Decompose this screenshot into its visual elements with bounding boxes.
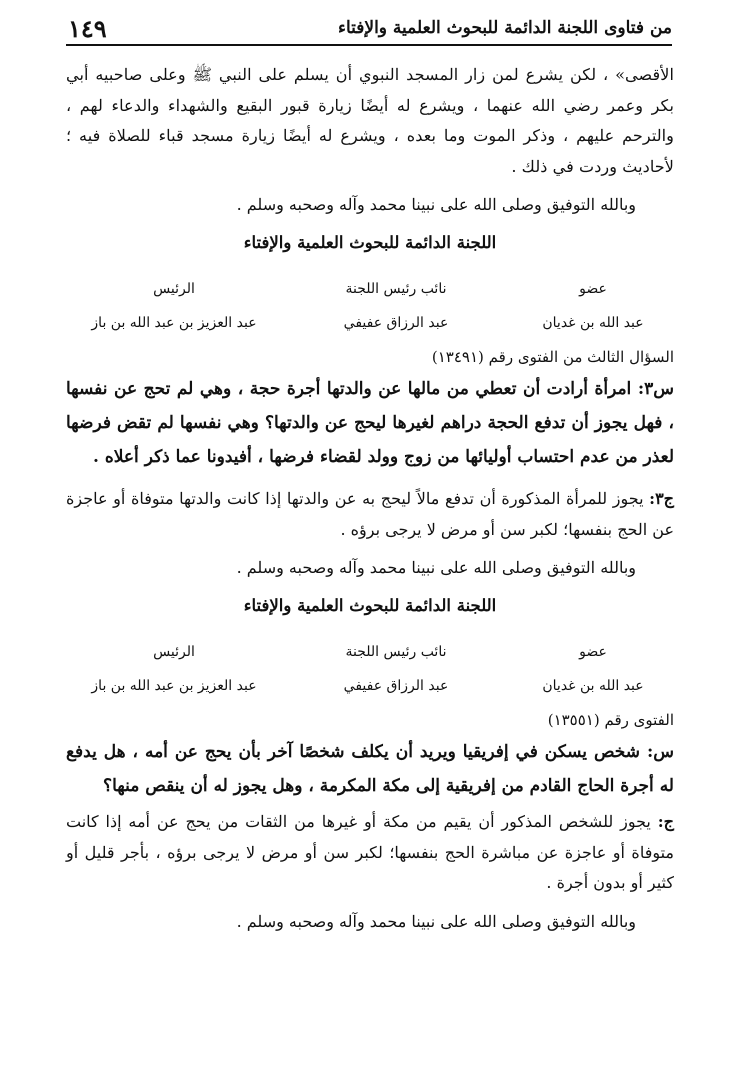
question-text: امرأة أرادت أن تعطي من مالها عن والدتها أجرة حجة ، وهي لم تحج عن نفسها ، فهل يجوز أن تدفع الحجة دراهم لغيرها ليحج عن والدتها؟ وهي نفسها لم تقض فرضها لعذر من عدم احتساب أوليائها من زوج وولد لقضاء فرضها ، أفيدونا عما ذكر أعلاه . (66, 379, 674, 467)
page-number: ١٤٩ (68, 14, 107, 43)
signatory-name: عبد الله بن غديان (542, 678, 644, 694)
signatory-name: عبد الله بن غديان (542, 315, 644, 331)
answer-paragraph (66, 807, 674, 899)
signatory-role: عضو (579, 281, 607, 297)
signatory-chair (74, 635, 274, 703)
page-body (66, 60, 674, 937)
question-paragraph (66, 735, 674, 803)
closing-formula: وبالله التوفيق وصلى الله على نبينا محمد وآله وصحبه وسلم . (236, 558, 636, 577)
signatory-vice-chair (296, 635, 496, 703)
signatures-block (66, 635, 674, 703)
closing-formula: وبالله التوفيق وصلى الله على نبينا محمد وآله وصحبه وسلم . (236, 195, 636, 214)
signatory-name: عبد العزيز بن عبد الله بن باز (91, 315, 257, 331)
fatwa-reference: السؤال الثالث من الفتوى رقم (١٣٤٩١) (431, 348, 674, 366)
question-prefix: س: (646, 742, 674, 762)
signatory-member (518, 635, 668, 703)
signatory-name: عبد العزيز بن عبد الله بن باز (91, 678, 257, 694)
signatory-role: نائب رئيس اللجنة (345, 644, 447, 660)
fatwa-reference: الفتوى رقم (١٣٥٥١) (547, 711, 674, 729)
answer-prefix: ج: (657, 812, 674, 831)
page-header (66, 14, 672, 46)
answer-prefix: ج٣: (649, 489, 674, 508)
signatory-vice-chair (296, 272, 496, 340)
signatory-chair (74, 272, 274, 340)
answer-text: يجوز للشخص المذكور أن يقيم من مكة أو غيرها من الثقات من يحج عن أمه إذا كانت متوفاة أو عاجزة عن مباشرة الحج بنفسها؛ لكبر سن أو مرض لا يرجى برؤه ، بأجر قليل أو كثير أو بدون أجرة . (66, 812, 674, 892)
signatory-name: عبد الرزاق عفيفي (343, 678, 449, 694)
signatory-role: نائب رئيس اللجنة (345, 281, 447, 297)
committee-title: اللجنة الدائمة للبحوث العلمية والإفتاء (243, 233, 497, 252)
running-title: من فتاوى اللجنة الدائمة للبحوث العلمية والإفتاء (337, 18, 672, 38)
signatory-name: عبد الرزاق عفيفي (343, 315, 449, 331)
answer-text: يجوز للمرأة المذكورة أن تدفع مالاً ليحج به عن والدتها إذا كانت والدتها متوفاة أو عاجزة عن الحج بنفسها؛ لكبر سن أو مرض لا يرجى برؤه . (66, 489, 674, 539)
signatures-block (66, 272, 674, 340)
answer-paragraph (66, 484, 674, 545)
committee-title: اللجنة الدائمة للبحوث العلمية والإفتاء (243, 596, 497, 615)
signatory-role: الرئيس (153, 281, 195, 297)
signatory-role: عضو (579, 644, 607, 660)
signatory-role: الرئيس (153, 644, 195, 660)
closing-formula: وبالله التوفيق وصلى الله على نبينا محمد وآله وصحبه وسلم . (236, 911, 636, 931)
signatory-member (518, 272, 668, 340)
intro-paragraph: الأقصى» ، لكن يشرع لمن زار المسجد النبوي أن يسلم على النبي ﷺ وعلى صاحبيه أبي بكر وعمر رضي الله عنهما ، ويشرع له أيضًا زيارة قبور البقيع والشهداء والدعاء لهم ، والترحم عليهم ، وذكر الموت وما بعده ، ويشرع له أيضًا زيارة مسجد قباء للصلاة فيه ؛ لأحاديث وردت في ذلك . (66, 65, 674, 176)
question-text: شخص يسكن في إفريقيا ويريد أن يكلف شخصًا آخر بأن يحج عن أمه ، هل يدفع له أجرة الحاج القادم من إفريقية إلى مكة المكرمة ، وهل يجوز له أن ينقص منها؟ (66, 742, 674, 796)
question-prefix: س٣: (637, 379, 674, 399)
question-paragraph (66, 372, 674, 474)
